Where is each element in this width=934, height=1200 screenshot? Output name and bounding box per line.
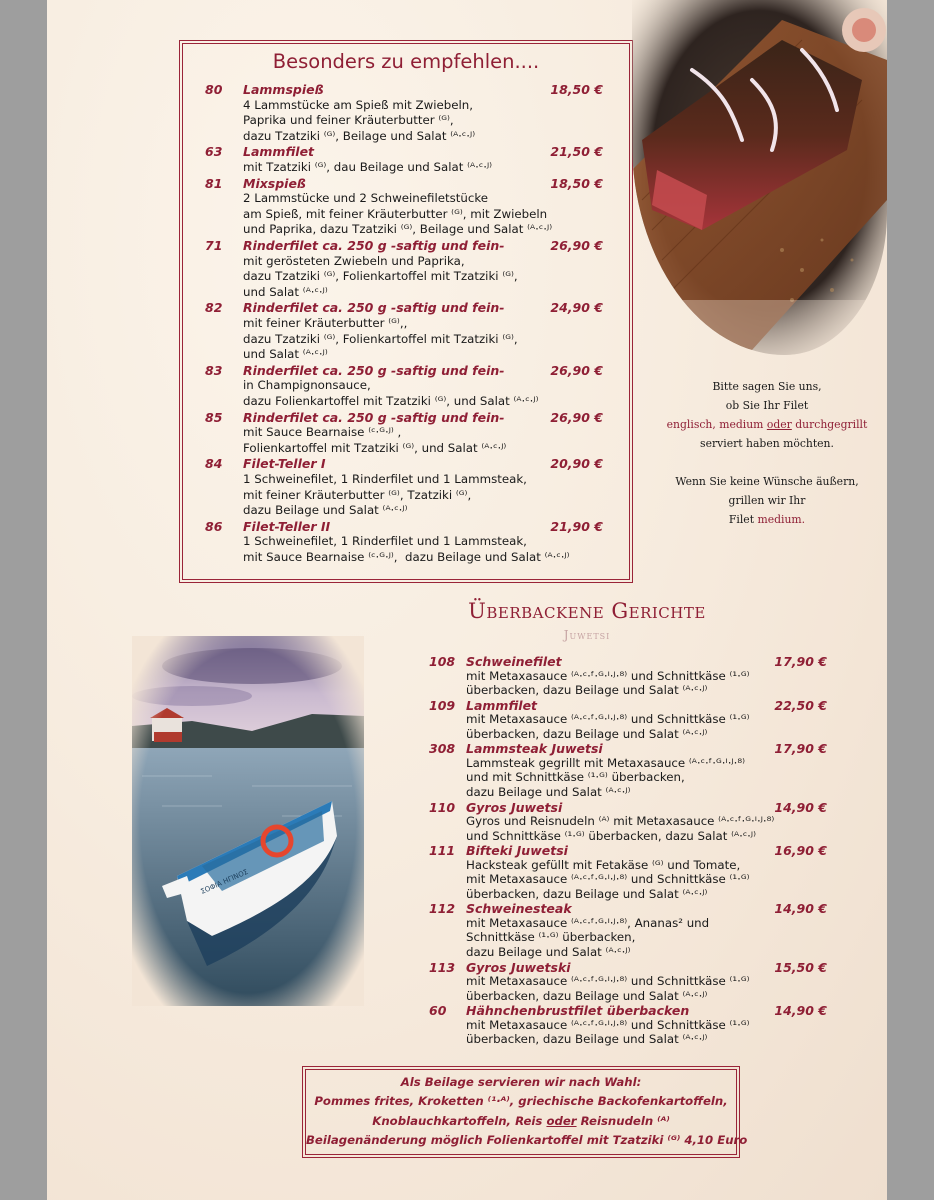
item-name: Filet-Teller II [243, 518, 331, 534]
item-name: Rinderfilet ca. 250 g -saftig und fein- [243, 300, 505, 316]
item-description: 1 Schweinefilet, 1 Rinderfilet und 1 Lammsteak, [243, 471, 527, 486]
item-number: 80 [205, 82, 223, 97]
featured-title: Besonders zu empfehlen.... [272, 50, 540, 73]
item-description: 1 Schweinefilet, 1 Rinderfilet und 1 Lammsteak, [243, 534, 527, 549]
item-number: 111 [429, 843, 456, 859]
item-price: 15,50 € [774, 959, 827, 975]
item-price: 22,50 € [774, 697, 827, 713]
item-number: 85 [205, 409, 223, 425]
note-line: Bitte sagen Sie uns, [712, 380, 822, 393]
note-options: englisch, medium [666, 418, 767, 431]
item-description: mit Sauce Bearnaise ⁽ᶜ·ᴳ·ᴶ⁾, dazu Beilage und Salat ⁽ᴬ·ᶜ·ᴶ⁾ [243, 549, 570, 564]
item-name: Mixspieß [243, 175, 306, 191]
item-name: Rinderfilet ca. 250 g -saftig und fein- [243, 409, 505, 425]
sides-line: Beilagenänderung möglich Folienkartoffel mit Tzatziki ⁽ᴳ⁾ 4,10 Euro [306, 1133, 748, 1148]
item-description: überbacken, dazu Beilage und Salat ⁽ᴬ·ᶜ·ᴶ⁾ [466, 1032, 708, 1047]
item-name: Schweinefilet [466, 654, 562, 669]
note-line [652, 510, 882, 529]
item-description: 4 Lammstücke am Spieß mit Zwiebeln, [243, 97, 474, 112]
item-price: 26,90 € [550, 238, 603, 253]
item-description: dazu Tzatziki ⁽ᴳ⁾, Folienkartoffel mit Tzatziki ⁽ᴳ⁾, [243, 331, 518, 346]
menu-page [47, 0, 887, 1200]
item-description: in Champignonsauce, [243, 378, 371, 393]
note-oder: oder [766, 418, 792, 431]
item-description: Gyros und Reisnudeln ⁽ᴬ⁾ mit Metaxasauce ⁽ᴬ·ᶜ·ᶠ·ᴳ·ᴵ·ᴶ·⁸⁾ [466, 814, 775, 829]
item-number: 71 [205, 238, 223, 253]
item-description: mit feiner Kräuterbutter ⁽ᴳ⁾,, [243, 315, 408, 330]
item-number: 82 [205, 300, 223, 316]
item-description: mit Metaxasauce ⁽ᴬ·ᶜ·ᶠ·ᴳ·ᴵ·ᴶ·⁸⁾ und Schnittkäse ⁽¹·ᴳ⁾ [466, 712, 750, 727]
item-description: am Spieß, mit feiner Kräuterbutter ⁽ᴳ⁾, mit Zwiebeln [243, 206, 548, 221]
item-price: 21,90 € [550, 518, 603, 534]
item-description: und Schnittkäse ⁽¹·ᴳ⁾ überbacken, dazu Salat ⁽ᴬ·ᶜ·ᴶ⁾ [466, 828, 757, 843]
item-number: 108 [429, 654, 456, 669]
item-number: 112 [429, 901, 456, 917]
item-description: überbacken, dazu Beilage und Salat ⁽ᴬ·ᶜ·ᴶ⁾ [466, 988, 708, 1003]
item-description: Folienkartoffel mit Tzatziki ⁽ᴳ⁾, und Salat ⁽ᴬ·ᶜ·ᴶ⁾ [243, 440, 507, 455]
note-line [652, 415, 882, 434]
item-description: mit Metaxasauce ⁽ᴬ·ᶜ·ᶠ·ᴳ·ᴵ·ᴶ·⁸⁾ und Schnittkäse ⁽¹·ᴳ⁾ [466, 872, 750, 887]
featured-box [182, 43, 630, 580]
item-description: und Paprika, dazu Tzatziki ⁽ᴳ⁾, Beilage und Salat ⁽ᴬ·ᶜ·ᴶ⁾ [243, 222, 553, 237]
note-line: Wenn Sie keine Wünsche äußern, [675, 475, 859, 488]
item-description: dazu Beilage und Salat ⁽ᴬ·ᶜ·ᴶ⁾ [466, 944, 631, 959]
baked-title: Überbackene Gerichte [468, 599, 706, 623]
item-description: dazu Tzatziki ⁽ᴳ⁾, Beilage und Salat ⁽ᴬ·ᶜ·ᴶ⁾ [243, 128, 476, 143]
item-price: 20,90 € [550, 456, 603, 472]
item-name: Rinderfilet ca. 250 g -saftig und fein- [243, 362, 505, 378]
item-number: 63 [205, 144, 223, 160]
item-price: 18,50 € [550, 82, 603, 97]
item-name: Gyros Juwetsi [466, 799, 563, 815]
item-number: 81 [205, 175, 223, 191]
sides-oder: oder [546, 1113, 577, 1128]
item-number: 86 [205, 518, 223, 534]
item-description: mit Metaxasauce ⁽ᴬ·ᶜ·ᶠ·ᴳ·ᴵ·ᴶ·⁸⁾ und Schnittkäse ⁽¹·ᴳ⁾ [466, 668, 750, 683]
item-number: 84 [205, 456, 223, 472]
item-name: Hähnchenbrustfilet überbacken [466, 1003, 690, 1019]
item-price: 24,90 € [550, 300, 603, 316]
sides-text: Reisnudeln ⁽ᴬ⁾ [576, 1113, 670, 1128]
note-option-last: durchgegrillt [791, 418, 868, 431]
sides-line [306, 1112, 736, 1131]
item-description: und mit Schnittkäse ⁽¹·ᴳ⁾ überbacken, [466, 770, 685, 785]
item-name: Lammsteak Juwetsi [466, 741, 603, 757]
item-description: Schnittkäse ⁽¹·ᴳ⁾ überbacken, [466, 930, 636, 945]
item-name: Gyros Juwetski [466, 959, 571, 975]
item-number: 308 [429, 741, 456, 757]
item-description: überbacken, dazu Beilage und Salat ⁽ᴬ·ᶜ·ᴶ⁾ [466, 683, 708, 698]
sides-line: Pommes frites, Kroketten ⁽¹·ᴬ⁾, griechische Backofenkartoffeln, [314, 1094, 728, 1109]
item-name: Rinderfilet ca. 250 g -saftig und fein- [243, 238, 505, 253]
item-number: 113 [429, 959, 456, 975]
item-description: dazu Folienkartoffel mit Tzatziki ⁽ᴳ⁾, und Salat ⁽ᴬ·ᶜ·ᴶ⁾ [243, 393, 539, 408]
item-description: mit Sauce Bearnaise ⁽ᶜ·ᴳ·ᴶ⁾ , [243, 425, 402, 440]
item-number: 60 [429, 1003, 447, 1019]
note-filet: Filet [728, 513, 758, 526]
item-price: 17,90 € [774, 741, 827, 757]
item-price: 16,90 € [774, 843, 827, 859]
item-price: 18,50 € [550, 175, 603, 191]
item-description: mit Metaxasauce ⁽ᴬ·ᶜ·ᶠ·ᴳ·ᴵ·ᴶ·⁸⁾ und Schnittkäse ⁽¹·ᴳ⁾ [466, 1017, 750, 1032]
item-description: überbacken, dazu Beilage und Salat ⁽ᴬ·ᶜ·ᴶ⁾ [466, 726, 708, 741]
item-description: Lammsteak gegrillt mit Metaxasauce ⁽ᴬ·ᶜ·ᶠ·ᴳ·ᴵ·ᴶ·⁸⁾ [466, 755, 746, 770]
item-name: Lammfilet [243, 144, 315, 160]
sides-box [305, 1069, 748, 1155]
note-line: serviert haben möchten. [700, 437, 834, 450]
item-description: mit gerösteten Zwiebeln und Paprika, [243, 253, 465, 268]
boat-photo [132, 636, 364, 1006]
item-description: dazu Tzatziki ⁽ᴳ⁾, Folienkartoffel mit Tzatziki ⁽ᴳ⁾, [243, 269, 518, 284]
item-description: 2 Lammstücke und 2 Schweinefiletstücke [243, 191, 489, 206]
item-number: 109 [429, 697, 456, 713]
item-name: Lammfilet [466, 697, 538, 713]
steak-photo [632, 0, 887, 355]
item-price: 14,90 € [774, 901, 827, 917]
item-name: Filet-Teller I [243, 456, 326, 472]
item-price: 21,50 € [550, 144, 603, 160]
sides-heading: Als Beilage servieren wir nach Wahl: [400, 1075, 642, 1089]
item-number: 83 [205, 362, 223, 378]
note-line: grillen wir Ihr [728, 494, 806, 507]
item-description: Paprika und feiner Kräuterbutter ⁽ᴳ⁾, [243, 113, 454, 128]
item-price: 26,90 € [550, 362, 603, 378]
item-description: überbacken, dazu Beilage und Salat ⁽ᴬ·ᶜ·ᴶ⁾ [466, 886, 708, 901]
item-description: mit Metaxasauce ⁽ᴬ·ᶜ·ᶠ·ᴳ·ᴵ·ᴶ·⁸⁾ und Schnittkäse ⁽¹·ᴳ⁾ [466, 974, 750, 989]
sides-text: Knoblauchkartoffeln, Reis [372, 1113, 547, 1128]
note-line: ob Sie Ihr Filet [725, 399, 809, 412]
filet-note [652, 377, 882, 529]
item-description: und Salat ⁽ᴬ·ᶜ·ᴶ⁾ [243, 284, 328, 299]
item-description: und Salat ⁽ᴬ·ᶜ·ᴶ⁾ [243, 347, 328, 362]
baked-subtitle: Juwetsi [563, 628, 611, 642]
item-description: mit feiner Kräuterbutter ⁽ᴳ⁾, Tzatziki ⁽ᴳ⁾, [243, 487, 472, 502]
item-description: dazu Beilage und Salat ⁽ᴬ·ᶜ·ᴶ⁾ [466, 784, 631, 799]
item-number: 110 [429, 799, 456, 815]
item-description: Hacksteak gefüllt mit Fetakäse ⁽ᴳ⁾ und Tomate, [466, 857, 741, 872]
note-medium: medium. [757, 513, 806, 526]
item-name: Bifteki Juwetsi [466, 843, 568, 859]
item-description: dazu Beilage und Salat ⁽ᴬ·ᶜ·ᴶ⁾ [243, 503, 408, 518]
item-name: Schweinesteak [466, 901, 572, 917]
item-description: mit Tzatziki ⁽ᴳ⁾, dau Beilage und Salat ⁽ᴬ·ᶜ·ᴶ⁾ [243, 159, 493, 174]
item-description: mit Metaxasauce ⁽ᴬ·ᶜ·ᶠ·ᴳ·ᴵ·ᴶ·⁸⁾, Ananas² und [466, 915, 710, 930]
item-price: 14,90 € [774, 1003, 827, 1019]
item-price: 17,90 € [774, 654, 827, 669]
item-price: 14,90 € [774, 799, 827, 815]
item-name: Lammspieß [243, 82, 324, 97]
item-price: 26,90 € [550, 409, 603, 425]
